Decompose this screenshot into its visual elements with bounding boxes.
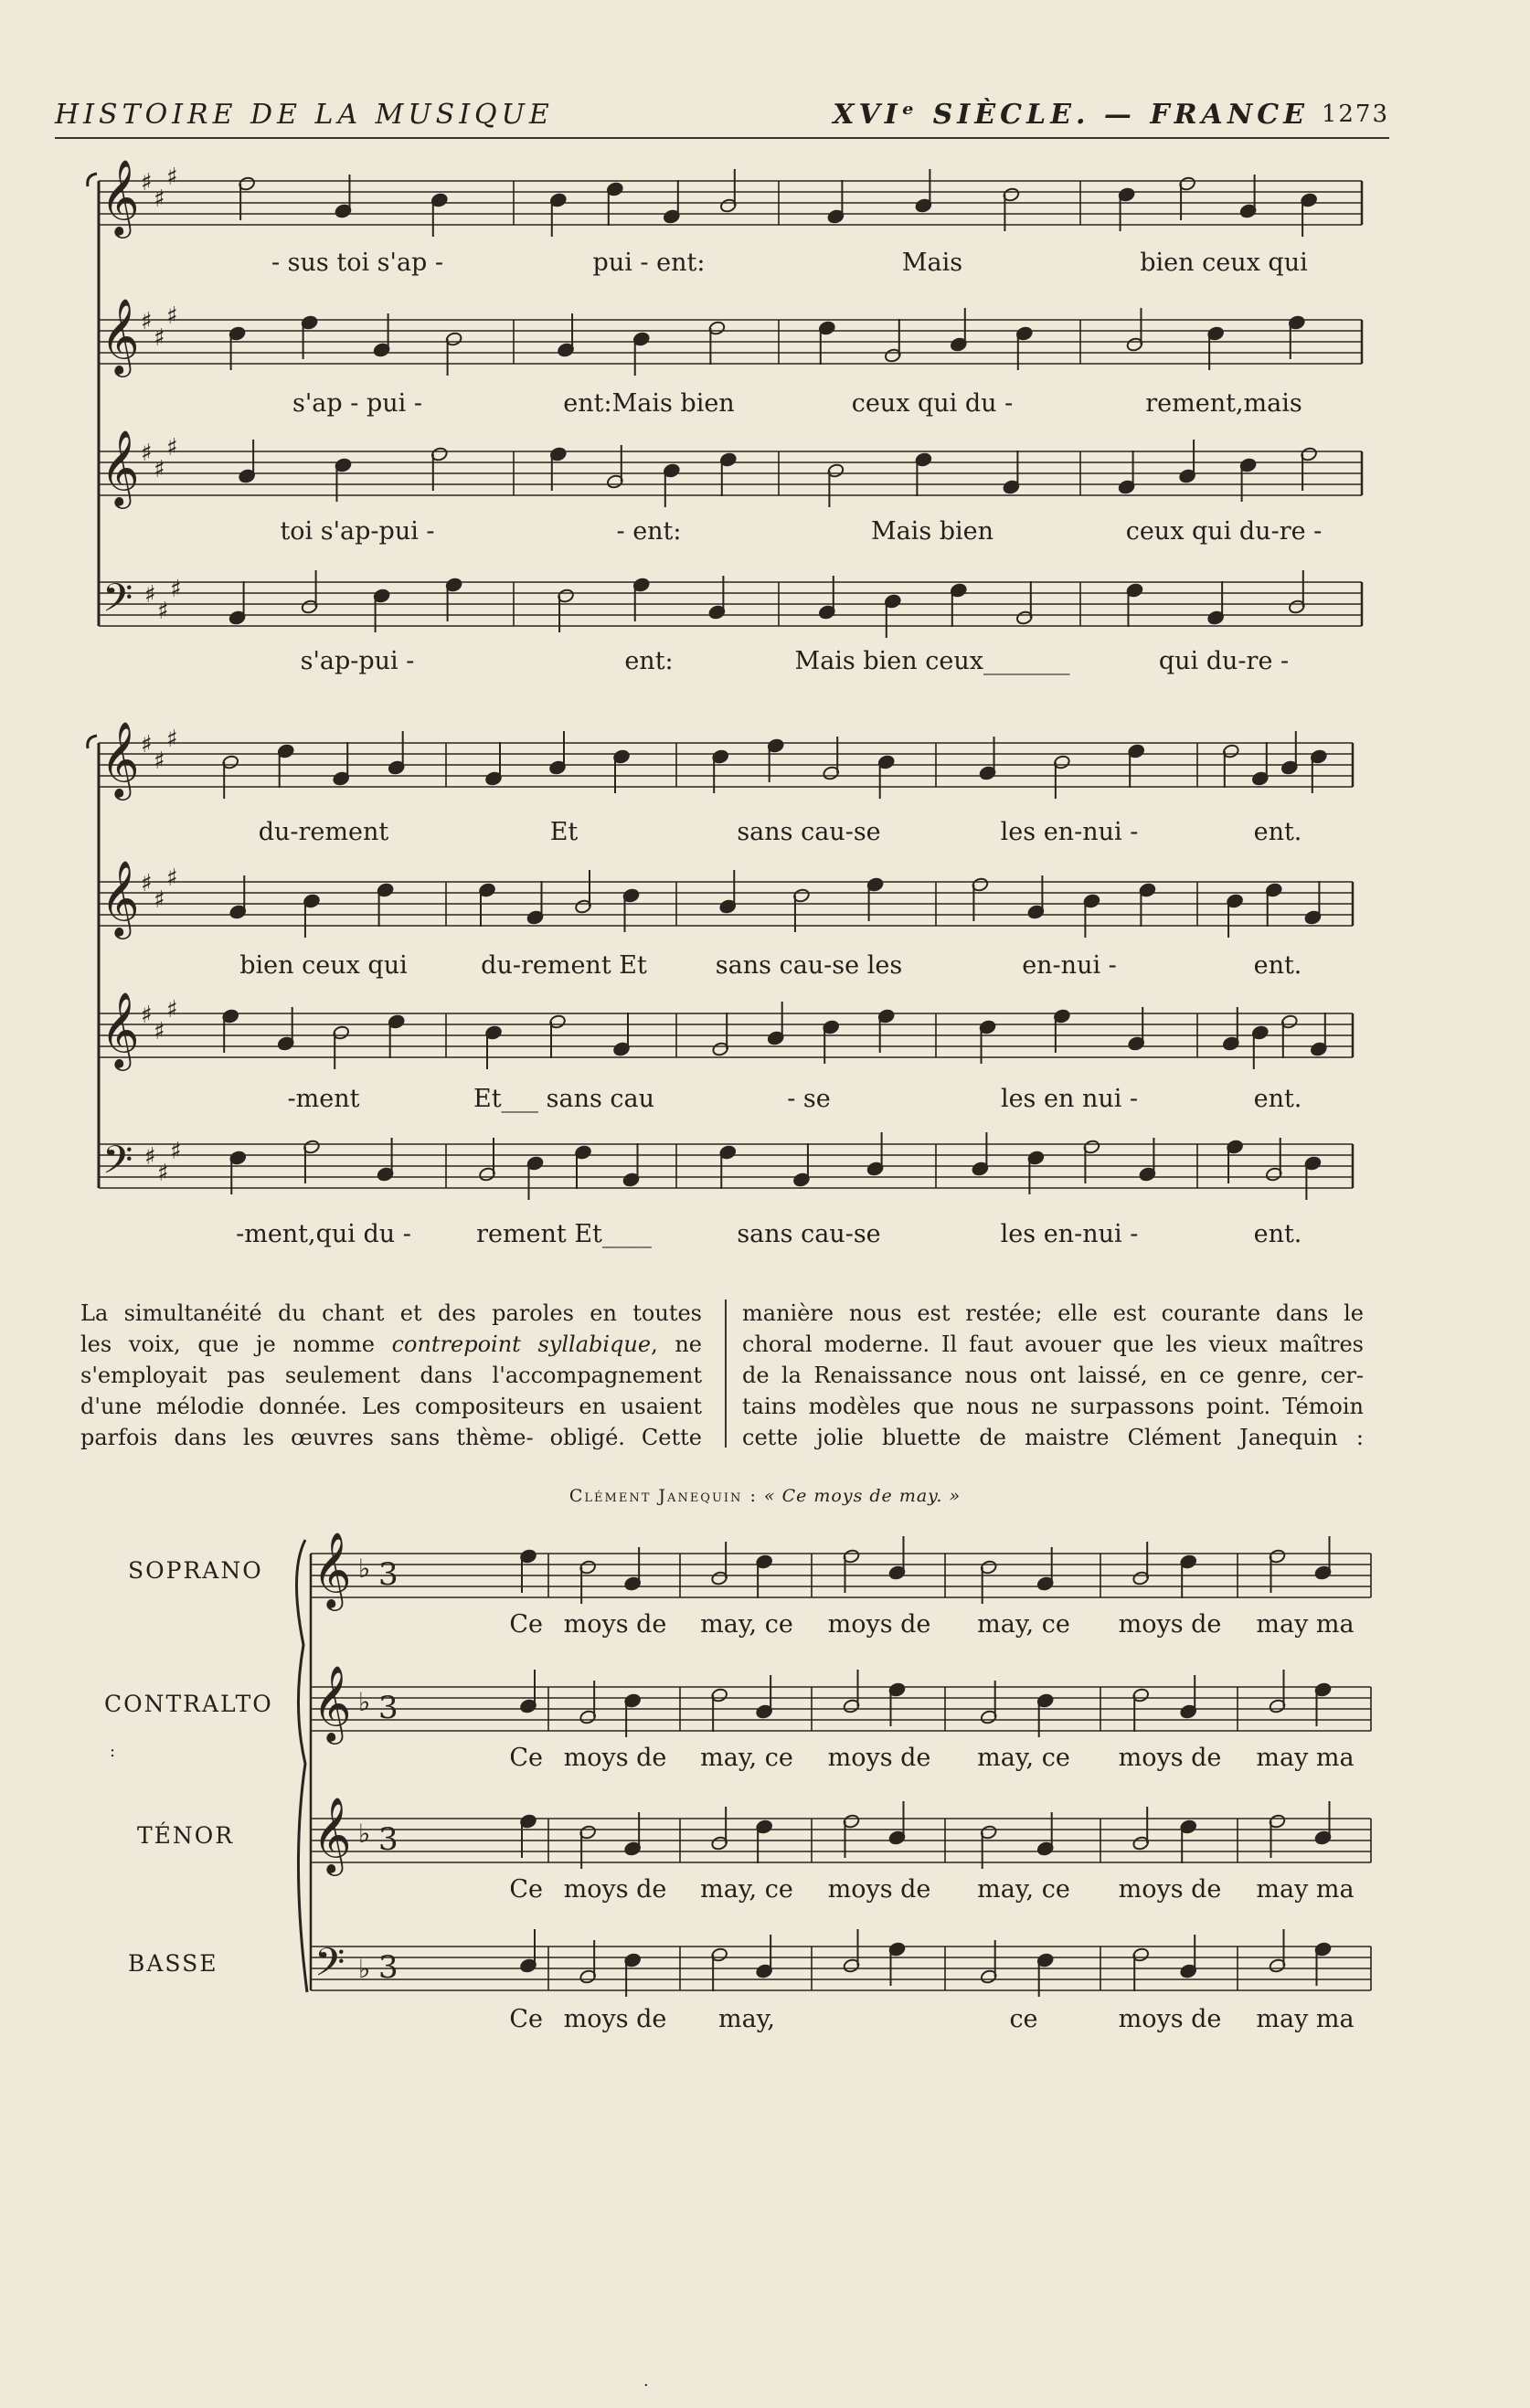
treble-clef-icon: 𝄞 <box>101 720 140 797</box>
lyric-text: pui - ent: <box>592 249 706 277</box>
prose-line: manière nous est restée; elle est courante dans le <box>742 1300 1364 1326</box>
header-section: XVIᵉ SIÈCLE. — FRANCE <box>833 99 1309 131</box>
lyric-text: ent. <box>1253 1085 1302 1113</box>
sharp-sign: ♯ <box>154 886 165 914</box>
lyric-text: moys de <box>563 1610 667 1639</box>
sharp-sign: ♯ <box>141 169 153 196</box>
lyric-text: Ce <box>509 2005 543 2033</box>
sharp-sign: ♯ <box>154 1018 165 1045</box>
lyric-text: Ce <box>509 1875 543 1904</box>
brace <box>296 1540 307 1992</box>
lyric-text: ce <box>1009 2005 1038 2033</box>
bass-clef-icon: 𝄢 <box>314 1940 345 1995</box>
treble-clef-icon: 𝄞 <box>101 859 140 936</box>
sharp-sign: ♯ <box>154 748 165 775</box>
lyric-text: rement,mais <box>1145 389 1302 418</box>
lyric-text: Et <box>549 818 579 846</box>
sharp-sign: ♯ <box>170 576 182 603</box>
voice-label: SOPRANO <box>128 1557 263 1584</box>
lyric-text: les en nui - <box>1000 1085 1139 1113</box>
flat-sign: ♭ <box>358 1687 371 1717</box>
prose-line: s'employait pas seulement dans l'accompagnement <box>80 1363 702 1388</box>
sharp-sign: ♯ <box>144 1143 156 1171</box>
bass-clef-icon: 𝄢 <box>102 1138 133 1193</box>
sharp-sign: ♯ <box>170 1138 182 1165</box>
lyric-text: moys de <box>563 2005 667 2033</box>
lyric-text: may ma <box>1256 2005 1355 2033</box>
lyric-text: ent. <box>1253 818 1302 846</box>
voice-label: TÉNOR <box>137 1822 235 1849</box>
lyric-text: may ma <box>1256 1610 1355 1639</box>
lyric-text: s'ap-pui - <box>300 647 415 675</box>
example-staff-2 <box>311 1664 1371 1745</box>
lyric-text: les en-nui - <box>1000 818 1139 846</box>
flat-sign: ♭ <box>358 1554 371 1584</box>
lyric-text: -ment <box>287 1085 360 1113</box>
lyric-text: may, ce <box>977 1744 1070 1772</box>
italic-term: contrepoint syllabique <box>391 1331 652 1357</box>
lyric-text: rement Et____ <box>476 1220 652 1248</box>
lyric-text: s'ap - pui - <box>292 389 422 418</box>
sharp-sign: ♯ <box>154 186 165 213</box>
lyric-text: may, ce <box>700 1610 793 1639</box>
voice-label: CONTRALTO <box>104 1691 273 1717</box>
lyric-text: en-nui - <box>1022 951 1117 980</box>
example-staff-4 <box>311 1929 1371 1997</box>
lyric-text: Mais bien <box>870 517 994 546</box>
lyric-text: moys de <box>1118 1610 1222 1639</box>
sharp-sign: ♯ <box>154 456 165 483</box>
treble-clef-icon: 𝄞 <box>101 158 140 235</box>
treble-clef-icon: 𝄞 <box>313 1531 352 1607</box>
stray-mark: : <box>110 1742 116 1761</box>
lyric-text: les en-nui - <box>1000 1220 1139 1248</box>
lyric-text: bien ceux qui <box>1140 249 1308 277</box>
caption-title: « Ce moys de may. » <box>763 1486 962 1506</box>
time-signature: 3 <box>378 1556 398 1593</box>
lyric-text: bien ceux qui <box>239 951 408 980</box>
caption-author: Clément Janequin : <box>568 1486 758 1506</box>
example-staff-1 <box>311 1531 1371 1611</box>
lyric-text: moys de <box>1118 1744 1222 1772</box>
sharp-sign: ♯ <box>166 434 178 461</box>
lyric-text: moys de <box>1118 1875 1222 1904</box>
lyric-text: - sus toi s'ap - <box>271 249 444 277</box>
lyric-text: may, <box>718 2005 775 2033</box>
lyric-text: moys de <box>563 1744 667 1772</box>
lyric-text: may ma <box>1256 1744 1355 1772</box>
prose-line: les voix, que je nomme contrepoint syllabique, ne <box>80 1331 702 1357</box>
lyric-text: ent. <box>1253 1220 1302 1248</box>
sharp-sign: ♯ <box>141 440 153 467</box>
lyric-text: sans cau-se les <box>715 951 903 980</box>
sharp-sign: ♯ <box>157 1160 169 1187</box>
sharp-sign: ♯ <box>166 302 178 330</box>
sharp-sign: ♯ <box>166 726 178 753</box>
lyric-text: moys de <box>827 1610 931 1639</box>
treble-clef-icon: 𝄞 <box>313 1796 352 1872</box>
lyric-text: ceux qui du - <box>851 389 1014 418</box>
lyric-text: Ce <box>509 1610 543 1639</box>
treble-clef-icon: 𝄞 <box>313 1664 352 1741</box>
bass-clef-icon: 𝄢 <box>102 576 133 631</box>
sharp-sign: ♯ <box>141 731 153 758</box>
lyric-text: ent. <box>1253 951 1302 980</box>
treble-clef-icon: 𝄞 <box>101 991 140 1067</box>
lyric-text: Ce <box>509 1744 543 1772</box>
lyric-text: du-rement <box>258 818 389 846</box>
lyric-text: sans cau-se <box>737 1220 881 1248</box>
sharp-sign: ♯ <box>157 598 169 625</box>
sharp-sign: ♯ <box>144 581 156 609</box>
lyric-text: - ent: <box>616 517 682 546</box>
sharp-sign: ♯ <box>166 996 178 1024</box>
lyric-text: may, ce <box>977 1875 1070 1904</box>
sharp-sign: ♯ <box>141 870 153 897</box>
lyric-text: qui du-re - <box>1158 647 1290 675</box>
page-number: 1273 <box>1321 101 1389 128</box>
lyric-text: ent: <box>624 647 674 675</box>
lyric-text: may, ce <box>977 1610 1070 1639</box>
treble-clef-icon: 𝄞 <box>101 297 140 374</box>
voice-label: BASSE <box>128 1950 218 1977</box>
lyric-text: toi s'ap-pui - <box>280 517 435 546</box>
header-title: HISTOIRE DE LA MUSIQUE <box>55 99 554 131</box>
prose-line: cette jolie bluette de maistre Clément Janequin : <box>742 1425 1364 1450</box>
prose-line: parfois dans les œuvres sans thème- obligé. Cette <box>80 1425 702 1450</box>
lyric-text: may, ce <box>700 1744 793 1772</box>
lyric-text: may ma <box>1256 1875 1355 1904</box>
sharp-sign: ♯ <box>141 1002 153 1029</box>
lyric-text: Et___ sans cau <box>473 1085 655 1113</box>
lyric-text: moys de <box>563 1875 667 1904</box>
lyric-text: Mais <box>901 249 963 277</box>
lyric-text: may, ce <box>700 1875 793 1904</box>
lyric-text: moys de <box>827 1744 931 1772</box>
example-staff-3 <box>311 1796 1371 1876</box>
flat-sign: ♭ <box>358 1819 371 1849</box>
lyric-text: Mais bien ceux_______ <box>794 647 1070 675</box>
time-signature: 3 <box>378 1949 398 1986</box>
stray-dot: · <box>643 2376 649 2395</box>
lyric-text: sans cau-se <box>737 818 881 846</box>
lyric-text: - se <box>787 1085 831 1113</box>
flat-sign: ♭ <box>358 1954 371 1984</box>
lyric-text: moys de <box>827 1875 931 1904</box>
lyric-text: ceux qui du-re - <box>1125 517 1323 546</box>
prose-line: de la Renaissance nous ont laissé, en ce genre, cer- <box>742 1363 1364 1388</box>
sharp-sign: ♯ <box>154 324 165 352</box>
lyric-text: moys de <box>1118 2005 1222 2033</box>
prose-line: d'une mélodie donnée. Les compositeurs en usaient <box>80 1394 702 1419</box>
sharp-sign: ♯ <box>166 164 178 191</box>
lyric-text: ent:Mais bien <box>563 389 735 418</box>
lyric-text: -ment,qui du - <box>236 1220 411 1248</box>
treble-clef-icon: 𝄞 <box>101 429 140 505</box>
prose-line: choral moderne. Il faut avouer que les vieux maîtres <box>742 1331 1364 1357</box>
sharp-sign: ♯ <box>166 865 178 892</box>
time-signature: 3 <box>378 1690 398 1726</box>
sharp-sign: ♯ <box>141 308 153 335</box>
prose-line: La simultanéité du chant et des paroles en toutes <box>80 1300 702 1326</box>
time-signature: 3 <box>378 1821 398 1858</box>
prose-line: tains modèles que nous ne surpassons point. Témoin <box>742 1394 1364 1419</box>
lyric-text: du-rement Et <box>481 951 647 980</box>
